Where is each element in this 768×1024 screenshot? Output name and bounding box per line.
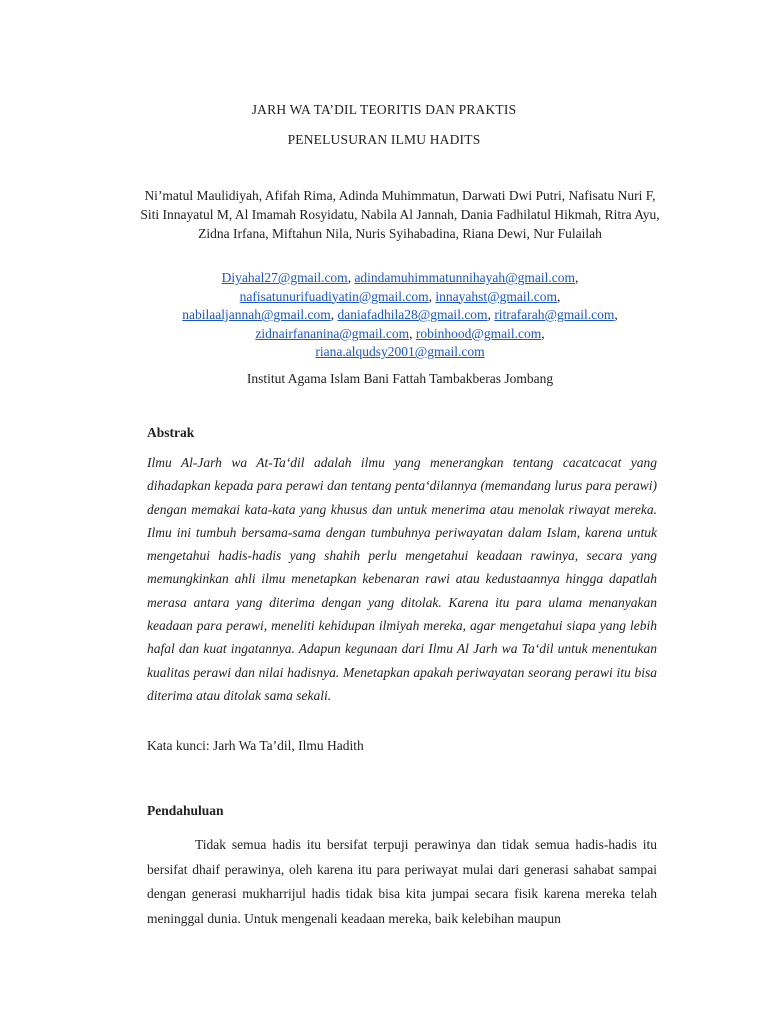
intro-text: Tidak semua hadis itu bersifat terpuji perawinya dan tidak semua hadis-hadis itu bersifat dhaif perawinya, oleh karena itu para periwayat mulai dari generasi sahabat sampai dengan generasi mukharrijul hadis tidak bisa kita jumpai secara fisik karena mereka telah meninggal dunia. Untuk mengenali keadaan mereka, baik kelebihan maupun (147, 837, 657, 926)
author-list: Ni’matul Maulidiyah, Afifah Rima, Adinda Muhimmatun, Darwati Dwi Putri, Nafisatu Nuri F, Siti Innayatul M, Al Imamah Rosyidatu, Nabila Al Jannah, Dania Fadhilatul Hikmah, Ritra Ayu, Zidna Irfana, Miftahun Nila, Nuris Syihabadina, Riana Dewi, Nur Fulailah (140, 188, 660, 241)
document-title-line-2: PENELUSURAN ILMU HADITS (287, 132, 481, 147)
email-link[interactable]: nafisatunurifuadiyatin@gmail.com (239, 288, 429, 304)
email-link[interactable]: innayahst@gmail.com (435, 288, 557, 304)
institution: Institut Agama Islam Bani Fattah Tambakberas Jombang (246, 371, 554, 386)
email-link[interactable]: Diyahal27@gmail.com (221, 270, 348, 285)
email-link[interactable]: adindamuhimmatunnihayah@gmail.com (354, 270, 575, 285)
email-link[interactable]: zidnairfananina@gmail.com (255, 325, 410, 341)
abstract-text: Ilmu Al-Jarh wa At-Ta‘dil adalah ilmu yang menerangkan tentang cacatcacat yang dihadapkan kepada para perawi dan tentang penta‘dilannya (memandang lurus para perawi) dengan memakai kata-kata yang khusus dan untuk menerima atau menolak riwayat mereka. Ilmu ini tumbuh bersama-sama dengan tumbuhnya periwayatan dalam Islam, karena untuk mengetahui hadis-hadis yang shahih perlu mengetahui keadaan rawinya, secara yang memungkinkan ahli ilmu menetapkan kebenaran rawi atau kedustaannya hingga dapatlah merasa antara yang diterima dengan yang ditolak. Karena itu para ulama menanyakan keadaan para perawi, meneliti kehidupan ilmiyah mereka, agar mengetahui siapa yang lebih hafal dan kuat ingatannya. Adapun kegunaan dari Ilmu Al Jarh wa Ta‘dil untuk menentukan kualitas perawi dan nilai hadisnya. Menetapkan apakah periwayatan seorang perawi itu bisa diterima atau ditolak sama sekali. (147, 455, 657, 703)
email-list: Diyahal27@gmail.com, adindamuhimmatunnihayah@gmail.com, nafisatunurifuadiyatin@gmail.com, innayahst@gmail.com, nabilaaljannah@gmail.com, daniafadhila28@gmail.com, ritrafarah@gmail.com, zidnairfananina@gmail.com, robinhood@gmail.com, riana.alqudsy2001@gmail.com (182, 270, 618, 359)
email-link[interactable]: ritrafarah@gmail.com (494, 307, 615, 322)
email-link[interactable]: nabilaaljannah@gmail.com (182, 307, 331, 322)
intro-heading: Pendahuluan (147, 803, 224, 818)
document-title-line-1: JARH WA TA’DIL TEORITIS DAN PRAKTIS (251, 102, 517, 117)
email-link[interactable]: daniafadhila28@gmail.com (337, 307, 488, 322)
abstract-heading: Abstrak (147, 425, 195, 440)
email-link[interactable]: riana.alqudsy2001@gmail.com (315, 344, 485, 359)
keywords: Kata kunci: Jarh Wa Ta’dil, Ilmu Hadith (147, 738, 364, 753)
email-link[interactable]: robinhood@gmail.com (415, 325, 542, 341)
